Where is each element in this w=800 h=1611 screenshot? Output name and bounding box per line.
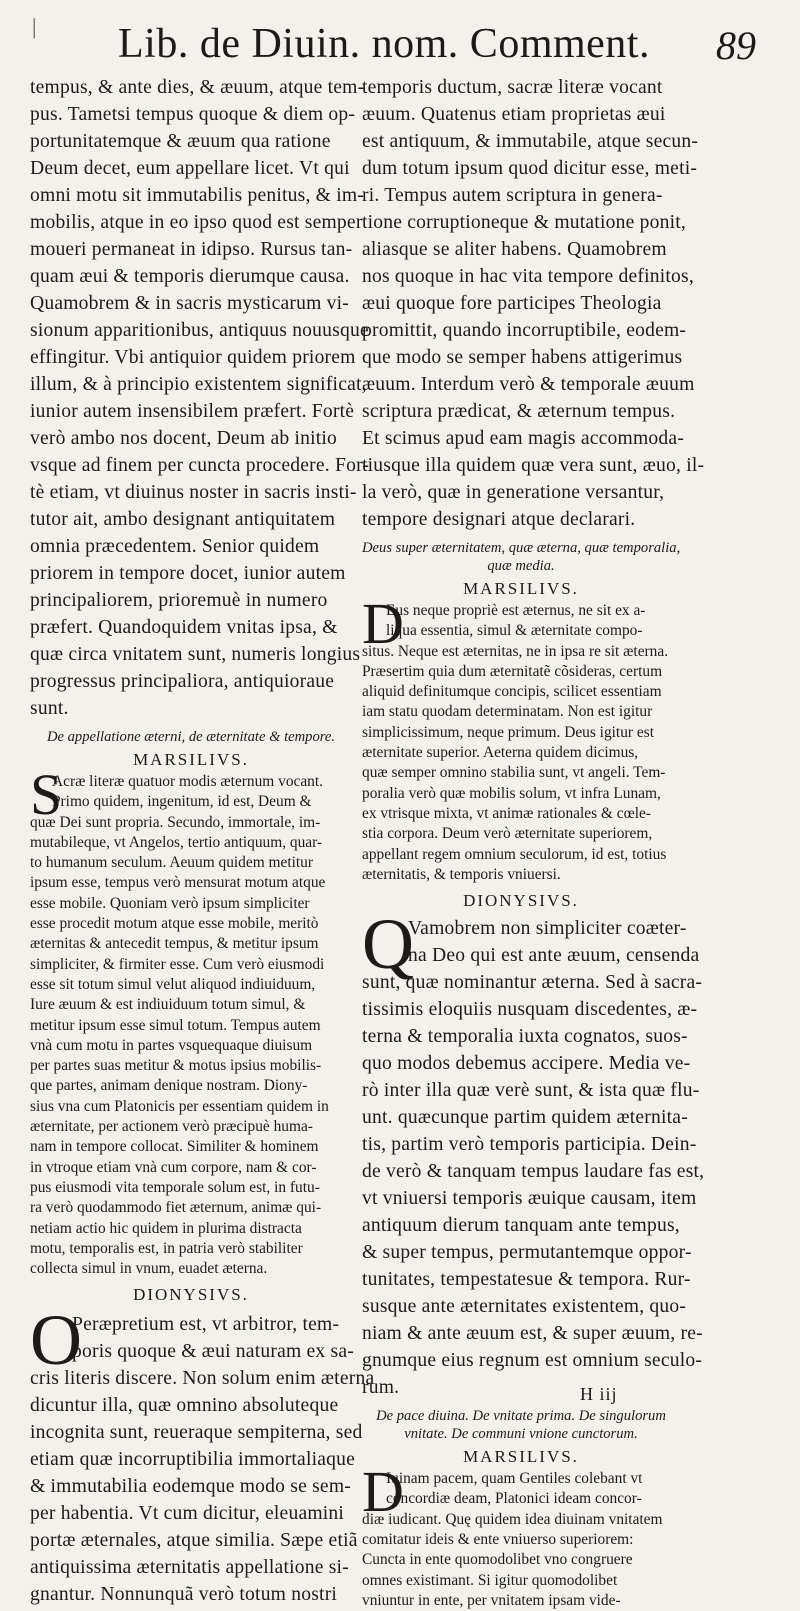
text-line: incognita sunt, reueraque sempiterna, sed (30, 1422, 363, 1444)
text-line: est antiquum, & immutabile, atque secun- (362, 131, 699, 152)
text-line: Iure æuum & est indiuiduum totum simul, & (30, 996, 306, 1014)
text-line: antiquum dierum tanquam ante tempus, (362, 1215, 680, 1237)
text-line: situs. Neque est æternitas, ne in ipsa re sit æterna. (362, 642, 669, 660)
text-line: motu, temporalis est, in patria verò stabiliter (30, 1239, 303, 1257)
text-line: tissimis eloquiis nusquam discedentes, æ- (362, 999, 698, 1021)
right-commentary-1 (362, 591, 680, 885)
text-line: tutor ait, ambo designant antiquitatem (30, 509, 336, 530)
text-line: esse procedit motum atque esse mobile, meritò (30, 915, 319, 933)
text-line: vt vniuersi temporis æuique causam, item (362, 1188, 697, 1210)
dropcap-letter: D (362, 591, 404, 656)
text-line: iunior autem insensibilem præfert. Fortè (30, 401, 355, 422)
text-line: priorem in tempore docet, iunior autem (30, 563, 346, 584)
text-line: terna & temporalia iuxta cognatos, suos- (362, 1026, 688, 1048)
text-line: progressus principaliora, antiquioraue (30, 671, 335, 692)
text-line: Eus neque propriè est æternus, ne sit ex a- (386, 602, 646, 619)
text-line: æternitas & antecedit tempus, & metitur ipsum (30, 935, 319, 953)
text-line: vnà cum motu in partes vsquequaque diuisum (30, 1036, 313, 1054)
signature-mark: H iij (580, 1384, 618, 1404)
right-heading-marsilius-2: MARSILIVS. (463, 1447, 579, 1467)
running-head (0, 14, 800, 74)
text-line: dum totum ipsum quod dicitur esse, meti- (362, 158, 698, 179)
text-line: collecta simul in vnum, euadet æterna. (30, 1260, 268, 1278)
text-line: appellant regem omnium seculorum, id est, totius (362, 845, 667, 863)
text-line: portunitatemque & æuum qua ratione (30, 131, 331, 152)
right-paragraph-1 (362, 74, 705, 533)
text-line: omnia præcedentem. Senior quidem (30, 536, 320, 557)
text-line: metitur ipsum esse simul totum. Tempus autem (30, 1016, 321, 1034)
text-line: ri. Tempus autem scriptura in genera- (362, 185, 663, 206)
text-line: vnitate. De communi vnione cunctorum. (404, 1426, 638, 1443)
text-line: la verò, quæ in generatione versantur, (362, 482, 665, 503)
text-line: quam æui & temporis dierumque causa. (30, 266, 350, 287)
text-line: nam in tempore collocat. Similiter & hominem (30, 1138, 319, 1156)
text-line: cris literis discere. Non solum enim æterna (30, 1368, 375, 1390)
text-line: comitatur ideis & ente vniuerso superiorem: (362, 1531, 634, 1549)
text-line: concordiæ deam, Platonici ideam concor- (386, 1490, 642, 1508)
text-line: omni motu sit immutabilis penitus, & im- (30, 185, 365, 206)
left-paragraph-1 (30, 74, 370, 722)
text-line: principaliorem, prioremuè in numero (30, 590, 328, 611)
text-line: per partes suas metitur & motus ipsius mobilis- (30, 1057, 322, 1075)
text-line: pus. Tametsi tempus quoque & diem op- (30, 104, 356, 125)
text-line: Acræ literæ quatuor modis æternum vocant. (52, 773, 323, 790)
text-line: liqua essentia, simul & æternitate compo- (386, 622, 643, 640)
right-caption-1 (362, 539, 680, 575)
left-column (30, 74, 375, 1608)
text-line: vsque ad finem per cuncta procedere. For- (30, 455, 370, 476)
text-line: sunt. (30, 698, 69, 719)
text-line: omnes existimant. Si igitur quomodolibet (362, 1571, 618, 1589)
text-line: Præsertim quia dum æternitatẽ cõsideras, certum (362, 662, 663, 680)
text-line: stia corpora. Deum verò æternitate superiorem, (362, 825, 653, 843)
text-line: æternitate, per actionem verò præcipuè huma- (30, 1118, 313, 1136)
dropcap-letter: Q (362, 904, 414, 985)
text-line: vniuntur in ente, per vnitatem ipsam vide- (362, 1591, 621, 1609)
text-line: mutabileque, vt Angelos, tertio antiquum, quar- (30, 833, 323, 851)
text-line: netiam actio hic quidem in plurima distracta (30, 1219, 302, 1237)
text-line: tempus, & ante dies, & æuum, atque tem- (30, 77, 365, 98)
right-heading-dionysius: DIONYSIVS. (463, 891, 579, 911)
text-line: unt. quæcunque partim quidem æternita- (362, 1107, 688, 1129)
text-line: aliquid definitumque concipis, scilicet essentiam (362, 683, 662, 701)
right-column (362, 74, 705, 1611)
text-line: temporis ductum, sacræ literæ vocant (362, 77, 663, 98)
text-line: quæ Dei sunt propria. Secundo, immortale, im- (30, 813, 321, 831)
text-line: æternitate superior. Aeterna quidem dicimus, (362, 744, 639, 762)
text-line: gnantur. Nonnunquã verò totum nostri (30, 1584, 338, 1606)
text-line: na Deo qui est ante æuum, censenda (408, 945, 700, 967)
text-line: æuum. Interdum verò & temporale æuum (362, 374, 695, 395)
dropcap-letter: O (30, 1300, 82, 1381)
text-line: etiam quæ incorruptibilia immortaliaque (30, 1449, 356, 1471)
page-number: 89 (716, 23, 756, 68)
text-line: antiquissima æternitatis appellatione si- (30, 1557, 349, 1579)
text-line: in vtroque etiam vnà cum corpore, nam & cor- (30, 1158, 317, 1176)
text-line: que partes, animam denique nostram. Diony- (30, 1077, 308, 1095)
left-heading-marsilius: MARSILIVS. (133, 750, 249, 769)
text-line: mobilis, atque in eo ipso quod est semper (30, 212, 363, 233)
text-line: quæ circa vnitatem sunt, numeris longius (30, 644, 361, 665)
text-line: & immutabilia eodemque modo se sem- (30, 1476, 351, 1498)
text-line: simpliciter, & firmiter esse. Cum verò eiusmodi (30, 955, 325, 973)
text-line: tempore designari atque declarari. (362, 509, 636, 530)
dropcap-letter: S (30, 762, 63, 827)
text-line: Iuinam pacem, quam Gentiles colebant vt (386, 1470, 643, 1488)
text-line: rum. (362, 1377, 400, 1399)
text-line: sionum apparitionibus, antiquus nouusque (30, 320, 369, 341)
text-line: æternitatis, & temporis vniuersi. (362, 865, 561, 883)
left-paragraph-2 (30, 1300, 375, 1608)
text-line: illum, & à principio existentem significat, (30, 374, 367, 395)
text-line: sius vna cum Platonicis per essentiam quidem in (30, 1097, 329, 1115)
text-line: moueri permaneat in idipso. Rursus tan- (30, 239, 353, 260)
edge-mark: | (32, 14, 37, 39)
text-line: Deum decet, eum appellare licet. Vt qui (30, 158, 350, 179)
text-line: Primo quidem, ingenitum, id est, Deum & (52, 793, 312, 811)
text-line: Et scimus apud eam magis accommoda- (362, 428, 685, 449)
text-line: to humanum seculum. Aeuum quidem metitur (30, 854, 313, 872)
text-line: esse mobile. Quoniam verò ipsum simpliciter (30, 894, 310, 912)
text-line: pus eiusmodi vita temporale solum est, in futu- (30, 1178, 320, 1196)
dropcap-letter: D (362, 1459, 404, 1525)
text-line: sunt, quæ nominantur æterna. Sed à sacra- (362, 972, 703, 994)
text-line: tè etiam, vt diuinus noster in sacris insti- (30, 482, 357, 503)
left-commentary-1 (30, 762, 352, 1279)
text-line: diæ iudicant. Quę quidem idea diuinam vnitatem (362, 1510, 663, 1528)
text-line: præfert. Quandoquidem vnitas ipsa, & (30, 617, 338, 638)
text-line: Cuncta in ente quomodolibet vno congruere (362, 1551, 633, 1569)
text-line: aliasque se aliter habens. Quamobrem (362, 239, 667, 260)
text-line: simplicissimum, neque primum. Deus igitur est (362, 723, 654, 741)
right-commentary-2 (362, 1459, 680, 1611)
text-line: ex vtrisque mixta, vt animæ rationales & cœle- (362, 804, 651, 822)
text-line: Vamobrem non simpliciter coæter- (408, 918, 687, 940)
text-line: dicuntur illa, quæ omnino absoluteque (30, 1395, 339, 1417)
running-title: Lib. de Diuin. nom. Comment. (118, 21, 650, 67)
text-line: Quamobrem & in sacris mysticarum vi- (30, 293, 349, 314)
text-line: quo modos debemus accipere. Media ve- (362, 1053, 691, 1075)
text-line: quæ semper omnino stabilia sunt, vt angeli. Tem- (362, 764, 666, 782)
text-line: tiusque illa quidem quæ vera sunt, æuo, il- (362, 455, 705, 476)
text-line: iam statu quodam determinatam. Non est igitur (362, 703, 653, 721)
text-line: portæ æternales, atque similia. Sæpe etiã (30, 1530, 358, 1552)
text-line: & super tempus, permutantemque oppor- (362, 1242, 692, 1264)
text-line: tunitates, tempestatesue & tempora. Rur- (362, 1269, 691, 1291)
text-line: æui quoque fore participes Theologia (362, 293, 662, 314)
text-line: Peræpretium est, vt arbitror, tem- (72, 1314, 340, 1336)
text-line: verò ambo nos docent, Deum ab initio (30, 428, 338, 449)
left-heading-dionysius: DIONYSIVS. (133, 1285, 249, 1305)
text-line: promittit, quando incorruptibile, eodem- (362, 320, 687, 341)
text-line: esse sit totum simul velut aliquod indiuiduum, (30, 975, 316, 993)
text-line: quæ media. (487, 558, 555, 574)
text-line: niam & ante æuum est, & super æuum, re- (362, 1323, 703, 1345)
text-line: tis, partim verò temporis participia. Dein- (362, 1134, 697, 1156)
text-line: poralia verò quæ mobilis solum, vt infra Lunam, (362, 784, 661, 802)
text-line: de verò & tanquam tempus laudare fas est, (362, 1161, 705, 1183)
right-paragraph-2 (362, 904, 705, 1401)
right-caption-2 (362, 1407, 680, 1443)
left-caption-1 (30, 728, 352, 746)
text-line: scriptura prædicat, & æternum tempus. (362, 401, 676, 422)
text-line: que modo se semper habens attigerimus (362, 347, 683, 368)
text-line: ipsum esse, tempus verò mensurat motum atque (30, 874, 326, 892)
text-line: Deus super æternitatem, quæ æterna, quæ temporalia, (362, 540, 681, 556)
text-line: æuum. Quatenus etiam proprietas æui (362, 104, 666, 125)
caption-line: De appellatione æterni, de æternitate & tempore. (46, 729, 336, 745)
text-line: poris quoque & æui naturam ex sa- (72, 1341, 354, 1363)
text-line: ra verò quodammodo fiet æternum, animæ qui- (30, 1199, 322, 1217)
text-line: tione corruptioneque & mutatione ponit, (362, 212, 686, 233)
text-line: susque ante æternitates existentem, quo- (362, 1296, 687, 1318)
text-line: rò inter illa quæ verè sunt, & ista quæ flu- (362, 1080, 700, 1102)
text-line: De pace diuina. De vnitate prima. De singulorum (376, 1408, 666, 1425)
text-line: per habentia. Vt cum dicitur, eleuamini (30, 1503, 345, 1525)
text-line: effingitur. Vbi antiquior quidem priorem (30, 347, 356, 368)
right-heading-marsilius: MARSILIVS. (463, 579, 579, 598)
text-line: gnumque eius regnum est omnium seculo- (362, 1350, 703, 1372)
text-line: nos quoque in hac vita tempore definitos, (362, 266, 694, 287)
